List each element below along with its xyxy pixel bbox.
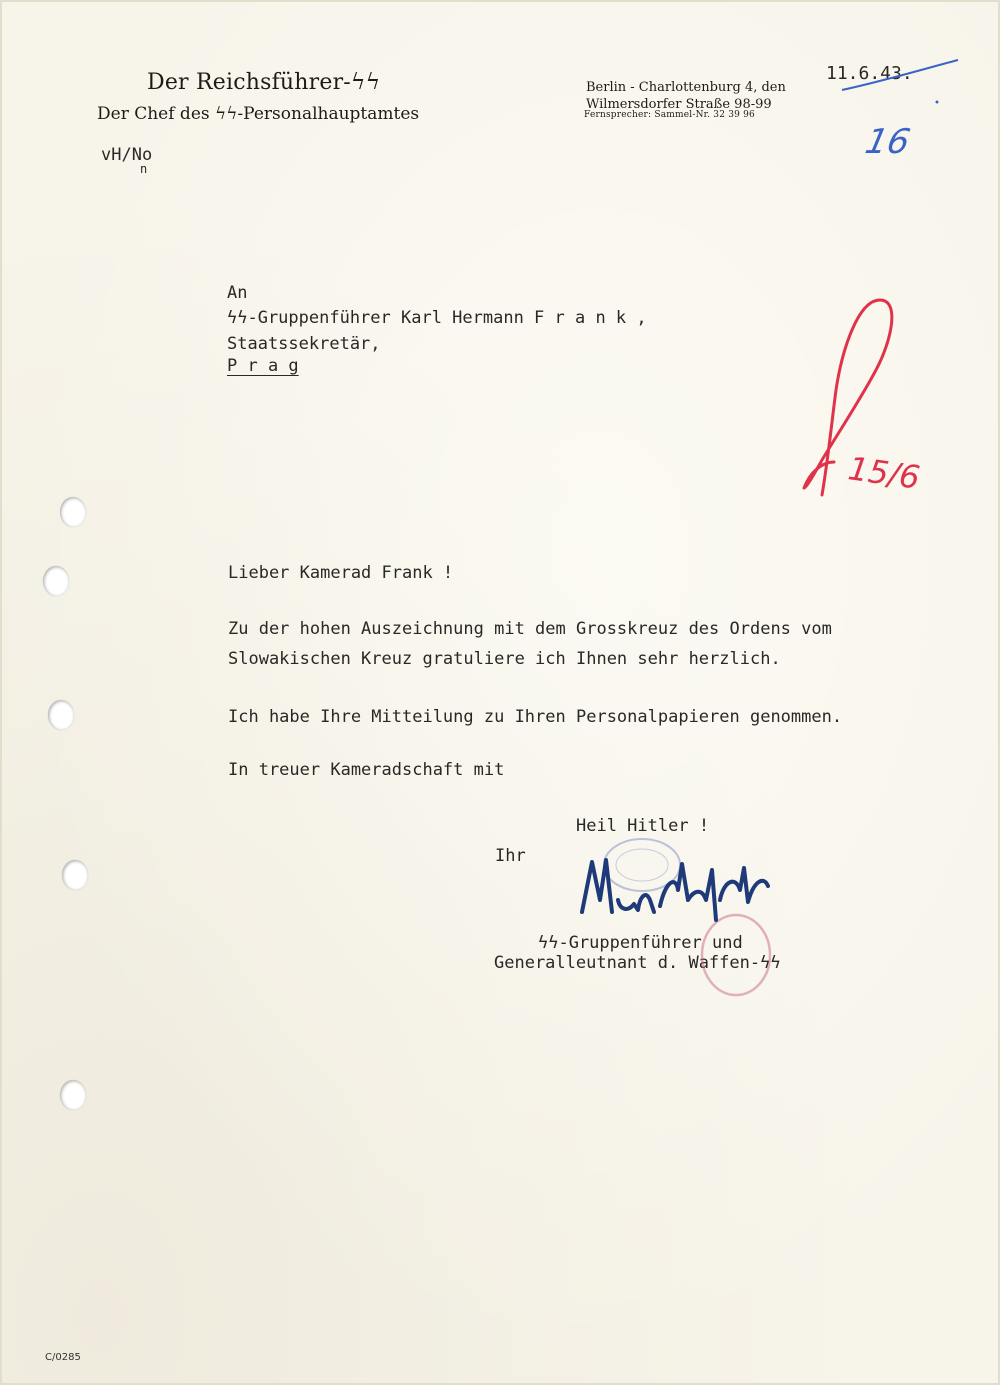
address-phone: Fernsprecher: Sammel-Nr. 32 39 96 (584, 110, 755, 120)
letterhead-subtitle: Der Chef des ϟϟ-Personalhauptamtes (97, 104, 420, 124)
body-line: In treuer Kameradschaft mit (228, 760, 505, 780)
body-line: Zu der hohen Auszeichnung mit dem Grosskreuz des Ordens vom (228, 619, 832, 639)
recipient-prefix: An (227, 283, 248, 303)
blue-number-annotation: 16 (861, 122, 914, 162)
recipient-title: Staatssekretär, (227, 334, 381, 354)
letterhead-title: Der Reichsführer-ϟϟ (147, 70, 381, 95)
reference-sub: n (140, 162, 148, 176)
salutation: Lieber Kamerad Frank ! (228, 563, 454, 583)
address-street: Wilmersdorfer Straße 98-99 (586, 97, 772, 112)
signer-rank: ϟϟ-Gruppenführer und (538, 933, 743, 953)
closing-greeting: Heil Hitler ! (576, 816, 710, 836)
signer-rank-2: Generalleutnant d. Waffen-ϟϟ (494, 953, 781, 973)
red-date-annotation: 15/6 (845, 449, 923, 497)
letter-date: 11.6.43. (826, 63, 913, 84)
closing-ihr: Ihr (495, 846, 526, 866)
recipient-city: P r a g (227, 356, 299, 376)
body-line: Ich habe Ihre Mitteilung zu Ihren Personalpapieren genommen. (228, 707, 843, 727)
recipient-name: ϟϟ-Gruppenführer Karl Hermann F r a n k , (227, 308, 647, 328)
reference-code: vH/No (101, 145, 153, 165)
body-line: Slowakischen Kreuz gratuliere ich Ihnen sehr herzlich. (228, 649, 781, 669)
address-city: Berlin - Charlottenburg 4, den (586, 80, 786, 95)
archive-code: C/0285 (45, 1352, 81, 1363)
